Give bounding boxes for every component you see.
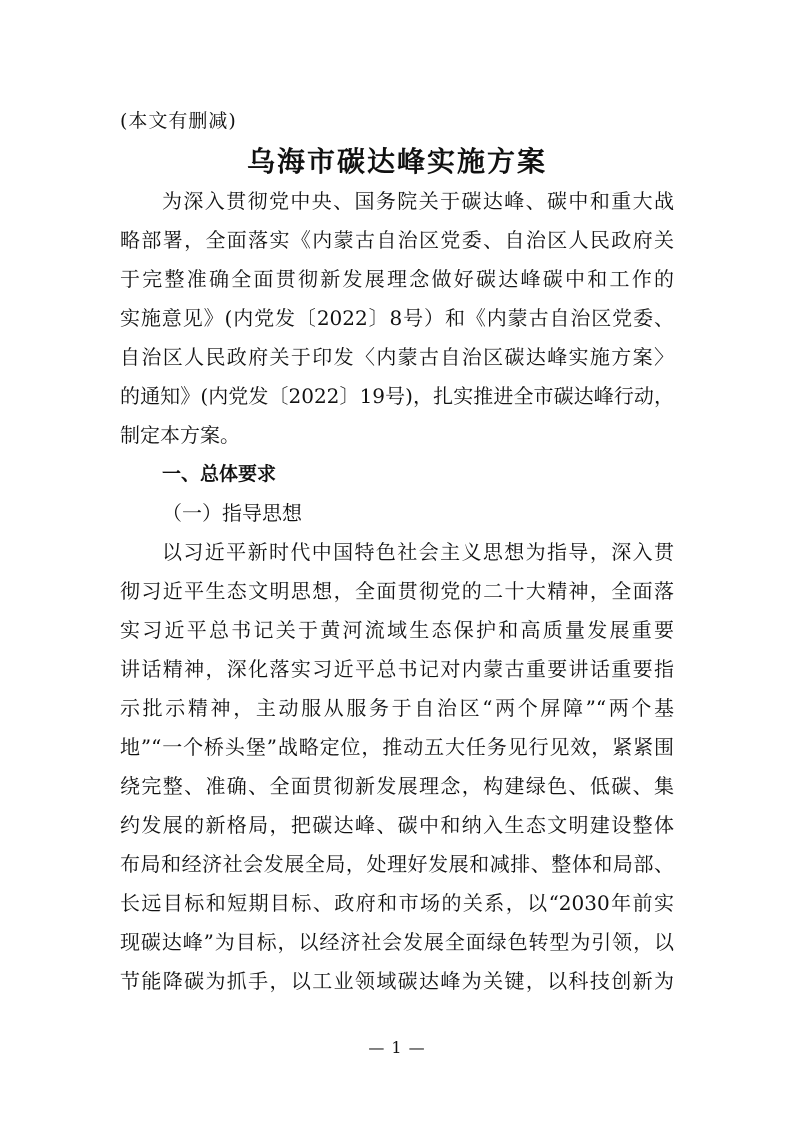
intro-line: 为深入贯彻党中央、国务院关于碳达峰、碳中和重大战 xyxy=(162,189,674,213)
page-number: — 1 — xyxy=(368,1038,426,1057)
guidance-line: 以习近平新时代中国特色社会主义思想为指导，深入贯 xyxy=(162,540,674,564)
guidance-line: 讲话精神，深化落实习近平总书记对内蒙古重要讲话重要指 xyxy=(120,657,674,681)
guidance-line: 示批示精神，主动服从服务于自治区“两个屏障”“两个基 xyxy=(120,696,674,720)
guidance-line: 现碳达峰”为目标，以经济社会发展全面绿色转型为引领，以 xyxy=(120,930,674,954)
section-heading: 一、总体要求 xyxy=(162,463,277,485)
document-title: 乌海市碳达峰实施方案 xyxy=(246,145,547,178)
intro-line: 制定本方案。 xyxy=(120,423,240,447)
intro-line: 自治区人民政府关于印发〈内蒙古自治区碳达峰实施方案〉 xyxy=(120,345,674,369)
guidance-line: 实习近平总书记关于黄河流域生态保护和高质量发展重要 xyxy=(120,618,674,642)
guidance-line: 节能降碳为抓手，以工业领域碳达峰为关键，以科技创新为 xyxy=(120,969,674,993)
guidance-line: 地”“一个桥头堡”战略定位，推动五大任务见行见效，紧紧围 xyxy=(120,735,674,759)
abridged-note: (本文有删减) xyxy=(120,110,237,132)
intro-line: 略部署，全面落实《内蒙古自治区党委、自治区人民政府关 xyxy=(120,228,674,252)
guidance-line: 约发展的新格局，把碳达峰、碳中和纳入生态文明建设整体 xyxy=(120,813,674,837)
guidance-line: 绕完整、准确、全面贯彻新发展理念，构建绿色、低碳、集 xyxy=(120,774,674,798)
guidance-line: 布局和经济社会发展全局，处理好发展和减排、整体和局部、 xyxy=(120,852,674,876)
subsection-heading: （一）指导思想 xyxy=(162,501,302,525)
intro-line: 实施意见》(内党发〔2022〕8号）和《内蒙古自治区党委、 xyxy=(120,306,674,330)
guidance-line: 彻习近平生态文明思想，全面贯彻党的二十大精神，全面落 xyxy=(120,579,674,603)
intro-line: 于完整准确全面贯彻新发展理念做好碳达峰碳中和工作的 xyxy=(120,267,674,291)
document-body xyxy=(120,182,674,1001)
guidance-line: 长远目标和短期目标、政府和市场的关系，以“2030年前实 xyxy=(120,891,674,915)
intro-line: 的通知》(内党发〔2022〕19号)，扎实推进全市碳达峰行动， xyxy=(120,384,674,408)
